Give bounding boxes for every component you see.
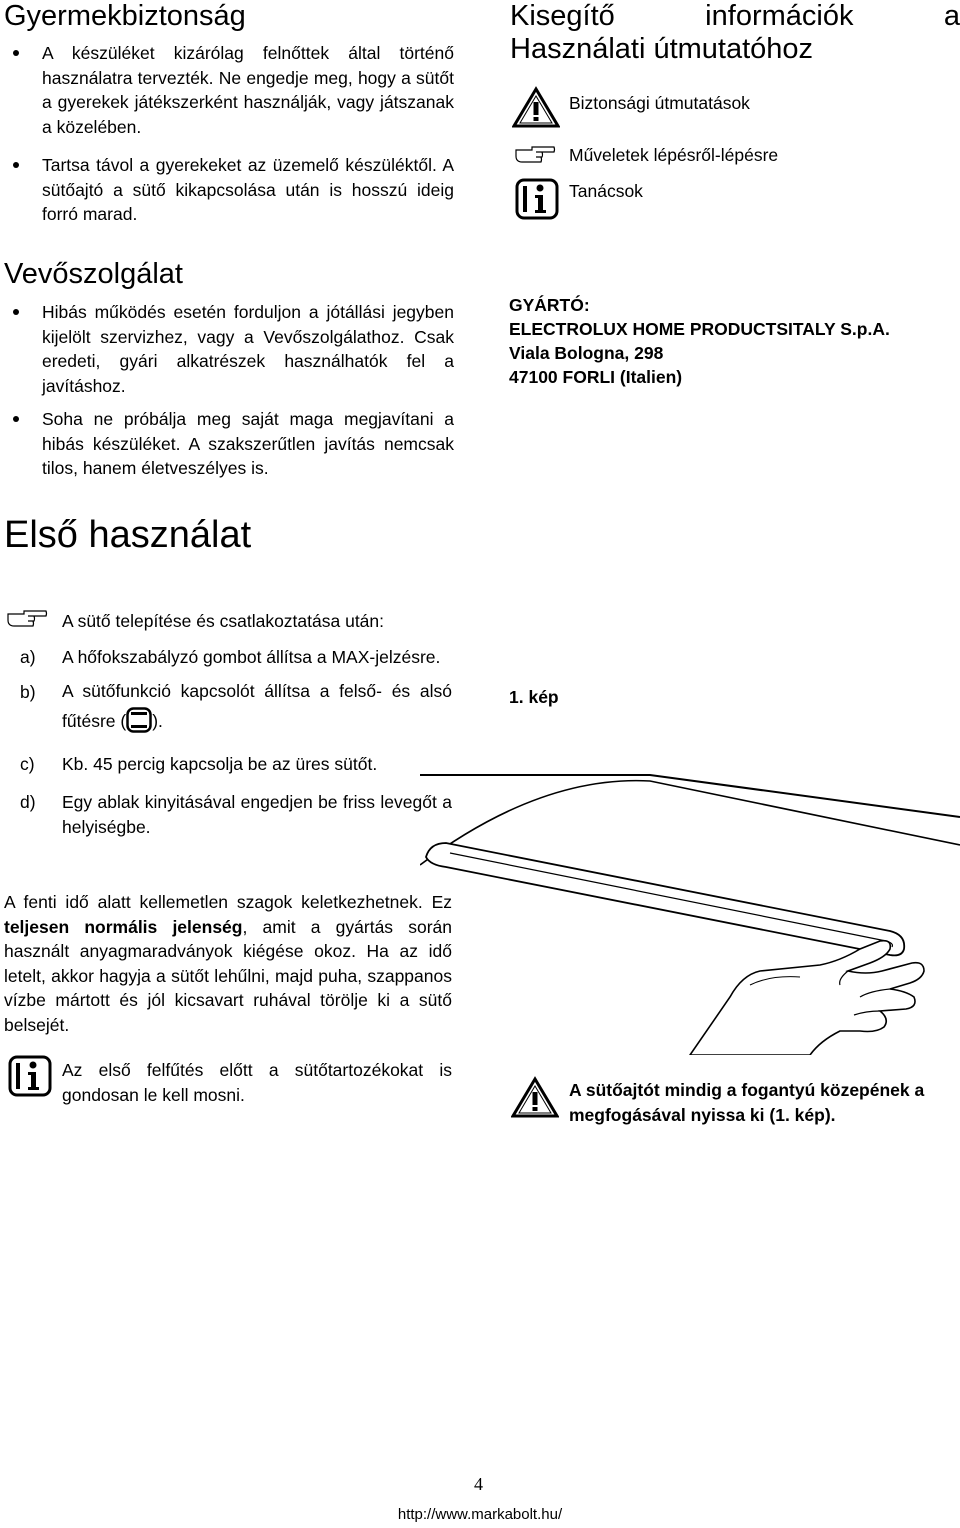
first-use-intro-icon-wrap	[6, 606, 48, 635]
child-safety-list	[4, 41, 454, 227]
first-use-paragraph: A fenti idő alatt kellemetlen szagok keletkezhetnek. Ez teljesen normális jelenség, amit a gyártás során használt anyagmaradványok kiégése okoz. Ha az idő letelt, akkor hagyja a sütőt lehűlni, majd puha, szappanos vízbe mártott és jól kicsavart ruhával törölje ki a sütő belsejét.	[4, 892, 452, 1035]
service-list	[4, 300, 454, 481]
step-label: c)	[20, 753, 35, 774]
step-text: Egy ablak kinyitásával engedjen be friss levegőt a helyiségbe.	[62, 792, 452, 837]
list-item: A készüléket kizárólag felnőttek által történő használatra tervezték. Ne engedje meg, hogy a sütőt a gyerekek játékszerként használják, vagy játszanak a közelében.	[4, 41, 454, 139]
step-label: b)	[20, 681, 36, 702]
step-a	[20, 645, 452, 670]
service-heading: Vevőszolgálat	[4, 258, 183, 290]
legend-heading-line1: Kisegítő információk a	[510, 0, 960, 32]
legend-item-steps	[514, 142, 556, 171]
manufacturer-name: ELECTROLUX HOME PRODUCTSITALY S.p.A.	[509, 319, 890, 339]
step-label: d)	[20, 792, 36, 812]
footer-url[interactable]: http://www.markabolt.hu/	[397, 1506, 563, 1523]
step-c	[20, 752, 452, 777]
figure-caption: A sütőajtót mindig a fogantyú közepének a megfogásával nyissa ki (1. kép).	[569, 1080, 925, 1125]
caption-warning-wrap	[511, 1076, 559, 1123]
pointing-hand-icon	[6, 606, 48, 635]
service-section	[4, 258, 454, 490]
step-text: A hőfokszabályzó gombot állítsa a MAX-jelzésre.	[62, 647, 441, 667]
list-item: Soha ne próbálja meg saját maga megjavítani a hibás készüléket. A szakszerűtlen javítás nemcsak tilos, hanem életveszélyes is.	[4, 407, 454, 481]
list-item: Hibás működés esetén forduljon a jótállási jegyben kijelölt szervizhez, vagy a Vevőszolgálathoz. Csak eredeti, gyári alkatrészek használhatók fel a javításhoz.	[4, 300, 454, 398]
legend-heading-line2: Használati útmutatóhoz	[510, 33, 814, 66]
manufacturer-block	[509, 293, 959, 389]
emphasis-text: teljesen normális jelenség	[4, 916, 243, 937]
info-icon	[515, 178, 559, 225]
tip-icon-wrap	[8, 1055, 52, 1102]
info-icon	[8, 1055, 52, 1102]
child-safety-heading: Gyermekbiztonság	[4, 0, 246, 32]
step-text: Kb. 45 percig kapcsolja be az üres sütőt.	[62, 753, 378, 774]
tip-text: Az első felfűtés előtt a sütőtartozékokat is gondosan le kell mosni.	[62, 1060, 452, 1105]
oven-door-illustration	[420, 735, 960, 1060]
step-b	[20, 680, 452, 742]
figure-label: 1. kép	[509, 687, 559, 707]
legend-heading	[510, 0, 960, 33]
pointing-hand-icon	[514, 142, 556, 171]
legend-label-tips: Tanácsok	[569, 181, 643, 201]
manufacturer-city: 47100 FORLI (Italien)	[509, 367, 683, 387]
first-use-heading: Első használat	[4, 514, 252, 556]
step-d	[20, 790, 452, 839]
legend-item-tips	[515, 178, 559, 225]
manufacturer-street: Viala Bologna, 298	[509, 343, 664, 363]
oven-top-bottom-heat-icon	[126, 707, 152, 742]
step-text: A sütőfunkció kapcsolót állítsa a felső- és alsó fűtésre (	[62, 680, 452, 731]
warning-triangle-icon	[512, 86, 560, 133]
warning-triangle-icon	[511, 1076, 559, 1123]
legend-label-safety: Biztonsági útmutatások	[569, 93, 750, 113]
legend-item-safety	[512, 86, 560, 133]
page-number: 4	[474, 1474, 483, 1494]
legend-label-steps: Műveletek lépésről-lépésre	[569, 145, 779, 165]
list-item: Tartsa távol a gyerekeket az üzemelő készüléktől. A sütőajtó a sütő kikapcsolása után is hosszú ideig forró marad.	[4, 153, 454, 227]
manufacturer-label: GYÁRTÓ:	[509, 295, 590, 315]
step-label: a)	[20, 647, 36, 667]
legend-section	[510, 0, 960, 67]
first-use-steps	[20, 645, 452, 839]
child-safety-section	[4, 0, 454, 236]
step-text-end: ).	[152, 710, 163, 731]
first-use-intro: A sütő telepítése és csatlakoztatása után:	[62, 611, 385, 631]
